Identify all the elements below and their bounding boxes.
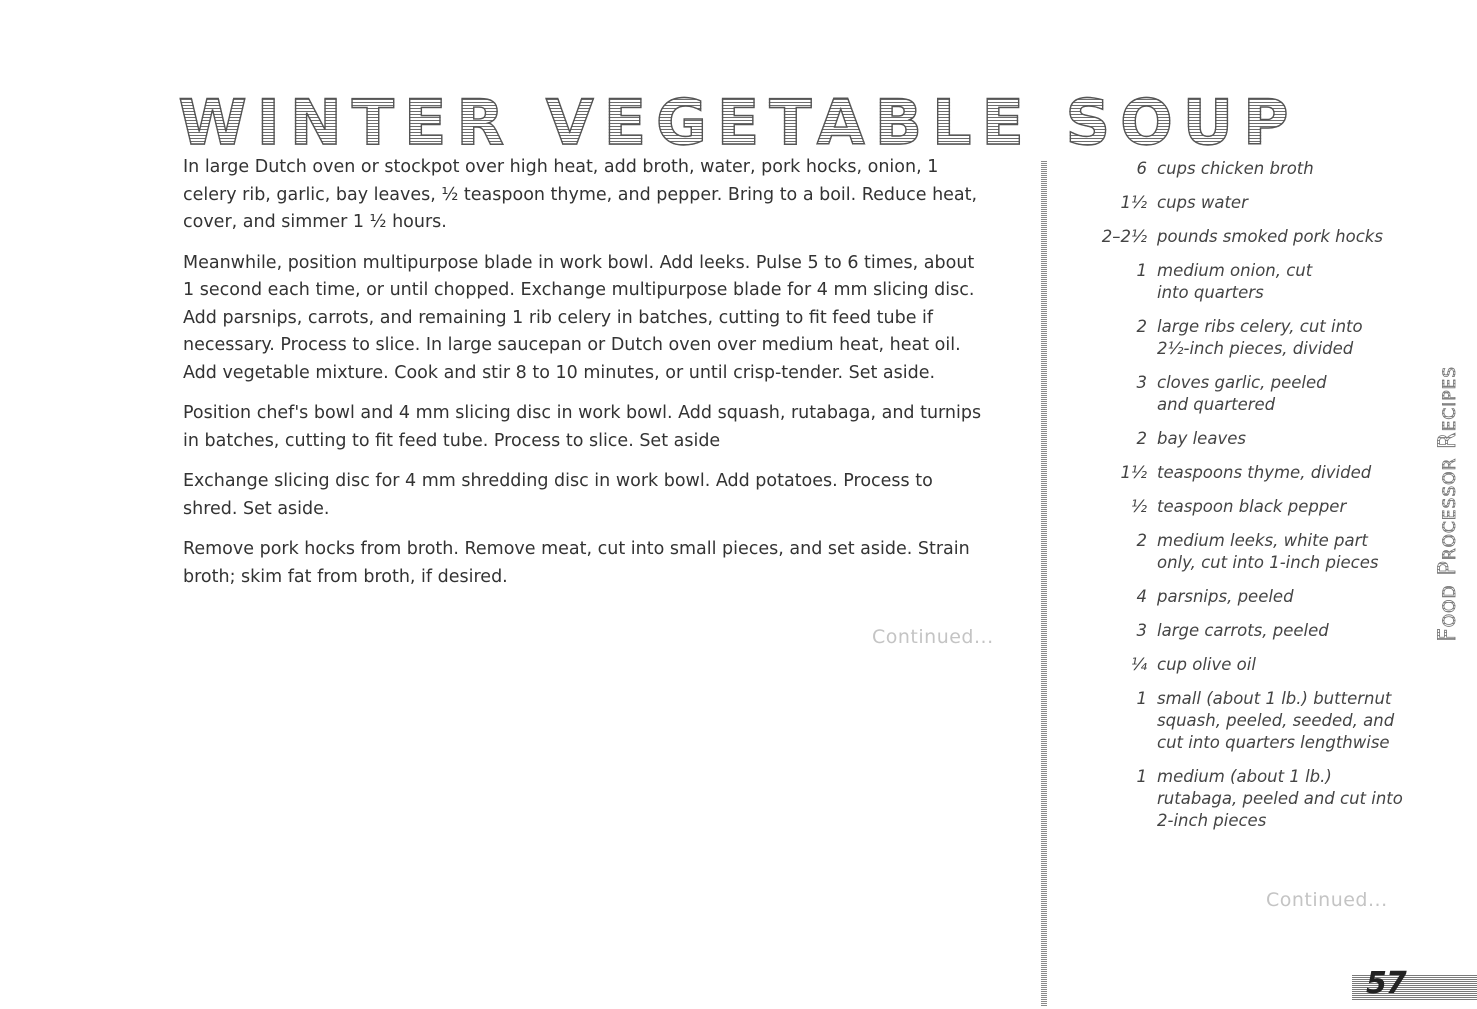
ingredient-quantity: 1 bbox=[1136, 689, 1147, 708]
ingredient-line: rutabaga, peeled and cut into bbox=[1157, 789, 1403, 808]
ingredient-line: 2-inch pieces bbox=[1157, 811, 1267, 830]
ingredient-description bbox=[1157, 654, 1407, 676]
ingredient-quantity: 1½ bbox=[1120, 463, 1147, 482]
ingredient-description bbox=[1157, 620, 1407, 642]
ingredient-description bbox=[1157, 766, 1407, 832]
ingredient-item bbox=[1080, 316, 1430, 360]
ingredient-quantity: 2 bbox=[1136, 317, 1147, 336]
ingredient-item bbox=[1080, 226, 1430, 248]
ingredient-description bbox=[1157, 428, 1407, 450]
step-paragraph: Meanwhile, position multipurpose blade in work bowl. Add leeks. Pulse 5 to 6 times, about 1 second each time, or until chopped. Exchange multipurpose blade for 4 mm slicing disc. Add parsnips, carrots, and remaining 1 rib celery in batches, cutting to fit feed tube if necessary. Process to slice. In large saucepan or Dutch oven over medium heat, heat oil. Add vegetable mixture. Cook and stir 8 to 10 minutes, or until crisp-tender. Set aside. bbox=[183, 252, 975, 383]
step-paragraph: Position chef's bowl and 4 mm slicing disc in work bowl. Add squash, rutabaga, and turnips in batches, cutting to fit feed tube. Process to slice. Set aside bbox=[183, 403, 982, 451]
continued-note-right: Continued... bbox=[1266, 889, 1388, 911]
ingredient-line: medium (about 1 lb.) bbox=[1157, 767, 1332, 786]
ingredient-quantity: 1½ bbox=[1120, 193, 1147, 212]
column-divider bbox=[1041, 160, 1047, 1006]
ingredient-line: cups water bbox=[1157, 193, 1248, 212]
ingredient-line: bay leaves bbox=[1157, 429, 1246, 448]
ingredient-item bbox=[1080, 260, 1430, 304]
ingredient-line: cloves garlic, peeled bbox=[1157, 373, 1327, 392]
ingredient-item bbox=[1080, 158, 1430, 180]
ingredient-quantity: 2–2½ bbox=[1101, 227, 1147, 246]
section-label-text: Food Processor Recipes bbox=[1433, 365, 1461, 643]
section-label-vertical bbox=[1427, 365, 1467, 643]
ingredient-line: cut into quarters lengthwise bbox=[1157, 733, 1390, 752]
step-paragraph: In large Dutch oven or stockpot over high heat, add broth, water, pork hocks, onion, 1 celery rib, garlic, bay leaves, ½ teaspoon thyme, and pepper. Bring to a boil. Reduce heat, cover, and simmer 1 ½ hours. bbox=[183, 157, 978, 232]
ingredient-line: teaspoon black pepper bbox=[1157, 497, 1347, 516]
ingredient-item bbox=[1080, 620, 1430, 642]
ingredient-line: teaspoons thyme, divided bbox=[1157, 463, 1372, 482]
ingredient-item bbox=[1080, 428, 1430, 450]
ingredient-line: squash, peeled, seeded, and bbox=[1157, 711, 1395, 730]
ingredient-description bbox=[1157, 372, 1407, 416]
ingredient-line: cups chicken broth bbox=[1157, 159, 1314, 178]
ingredient-item bbox=[1080, 192, 1430, 214]
ingredient-description bbox=[1157, 158, 1407, 180]
ingredient-line: pounds smoked pork hocks bbox=[1157, 227, 1383, 246]
ingredient-list bbox=[1080, 158, 1430, 844]
ingredient-description bbox=[1157, 192, 1407, 214]
page-number: 57 bbox=[1366, 966, 1406, 1001]
ingredient-item bbox=[1080, 688, 1430, 754]
ingredient-quantity: 2 bbox=[1136, 531, 1147, 550]
ingredient-item bbox=[1080, 530, 1430, 574]
continued-note-left: Continued... bbox=[872, 626, 994, 648]
ingredient-item bbox=[1080, 462, 1430, 484]
ingredient-line: parsnips, peeled bbox=[1157, 587, 1294, 606]
ingredient-line: medium onion, cut bbox=[1157, 261, 1313, 280]
ingredient-quantity: ½ bbox=[1131, 497, 1147, 516]
ingredient-quantity: 3 bbox=[1136, 373, 1147, 392]
ingredient-quantity: 4 bbox=[1136, 587, 1147, 606]
ingredient-description bbox=[1157, 226, 1407, 248]
ingredient-item bbox=[1080, 586, 1430, 608]
ingredient-line: large carrots, peeled bbox=[1157, 621, 1329, 640]
ingredient-description bbox=[1157, 260, 1407, 304]
ingredient-quantity: 1 bbox=[1136, 767, 1147, 786]
ingredient-quantity: ¼ bbox=[1131, 655, 1147, 674]
ingredient-item bbox=[1080, 654, 1430, 676]
step-paragraph: Exchange slicing disc for 4 mm shredding disc in work bowl. Add potatoes. Process to shred. Set aside. bbox=[183, 471, 933, 519]
ingredient-line: medium leeks, white part bbox=[1157, 531, 1368, 550]
recipe-steps bbox=[183, 154, 983, 604]
ingredient-quantity: 6 bbox=[1136, 159, 1147, 178]
step-paragraph: Remove pork hocks from broth. Remove meat, cut into small pieces, and set aside. Strain broth; skim fat from broth, if desired. bbox=[183, 539, 970, 587]
ingredient-quantity: 2 bbox=[1136, 429, 1147, 448]
ingredient-line: small (about 1 lb.) butternut bbox=[1157, 689, 1392, 708]
ingredient-description bbox=[1157, 586, 1407, 608]
ingredient-item bbox=[1080, 372, 1430, 416]
ingredient-description bbox=[1157, 530, 1407, 574]
ingredient-description bbox=[1157, 316, 1407, 360]
ingredient-description bbox=[1157, 688, 1407, 754]
recipe-title: WINTER VEGETABLE SOUP bbox=[0, 92, 1477, 154]
ingredient-line: 2½-inch pieces, divided bbox=[1157, 339, 1354, 358]
ingredient-line: large ribs celery, cut into bbox=[1157, 317, 1363, 336]
ingredient-quantity: 1 bbox=[1136, 261, 1147, 280]
ingredient-line: only, cut into 1-inch pieces bbox=[1157, 553, 1379, 572]
ingredient-line: and quartered bbox=[1157, 395, 1276, 414]
ingredient-line: into quarters bbox=[1157, 283, 1264, 302]
ingredient-item bbox=[1080, 496, 1430, 518]
ingredient-description bbox=[1157, 462, 1407, 484]
ingredient-description bbox=[1157, 496, 1407, 518]
ingredient-quantity: 3 bbox=[1136, 621, 1147, 640]
ingredient-line: cup olive oil bbox=[1157, 655, 1256, 674]
ingredient-item bbox=[1080, 766, 1430, 832]
